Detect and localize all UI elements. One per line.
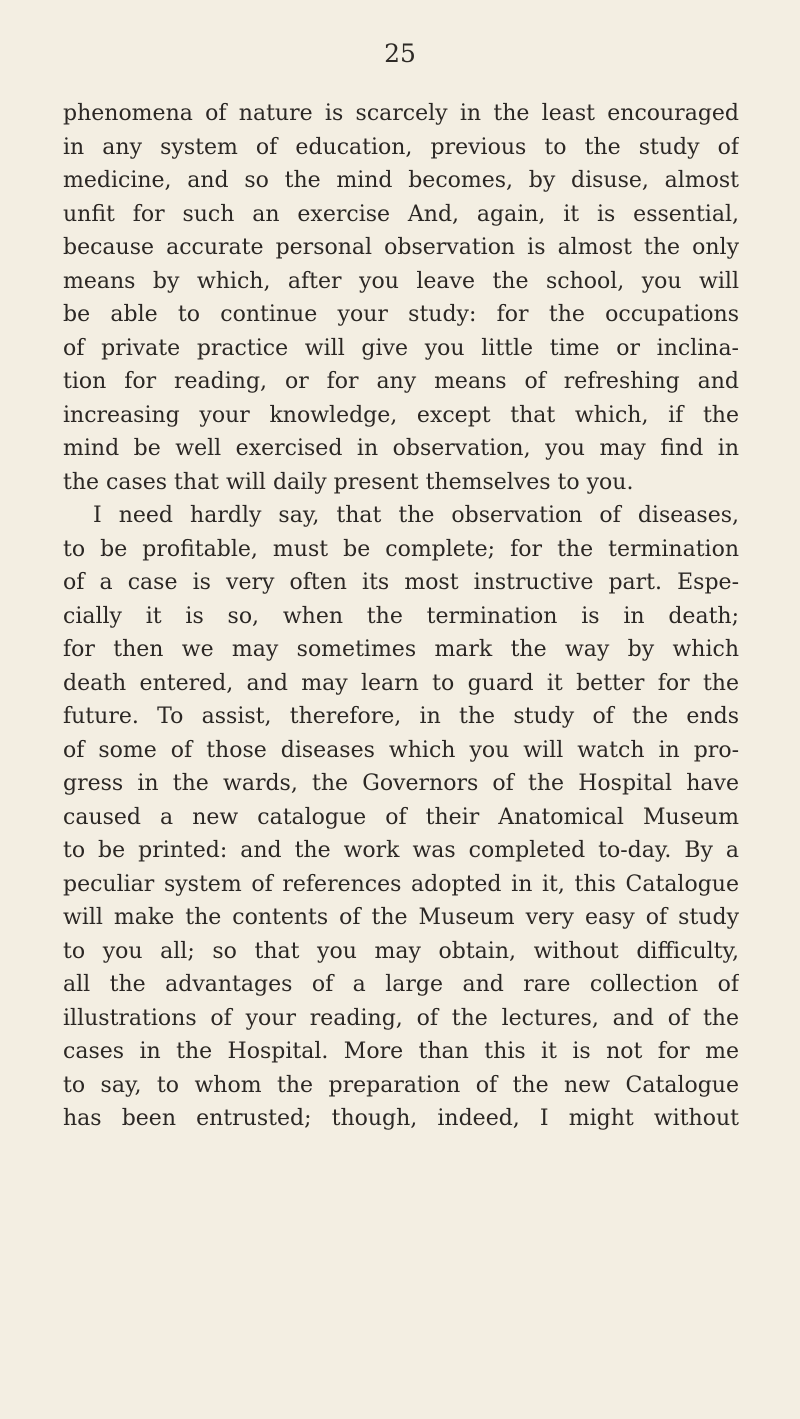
text-line: unfit for such an exercise And, again, it is essential, [63,201,739,227]
text-line: to be profitable, must be complete; for the termination [63,536,739,562]
text-line: caused a new catalogue of their Anatomical Museum [63,804,739,830]
text-line: to say, to whom the preparation of the new Catalogue [63,1072,739,1098]
text-line: cases in the Hospital. More than this it is not for me [63,1039,739,1064]
paragraph-start-line: I need hardly say, that the observation of diseases, [93,503,739,528]
page-number: 25 [384,39,416,68]
text-line: gress in the wards, the Governors of the Hospital have [63,771,739,796]
text-line: will make the contents of the Museum very easy of study [63,905,739,930]
text-line: to you all; so that you may obtain, without difficulty, [63,938,739,964]
text-line: for then we may sometimes mark the way by which [63,637,739,662]
paragraph-end-line: the cases that will daily present themselves to you. [63,469,634,495]
text-line: has been entrusted; though, indeed, I might without [63,1106,739,1131]
text-line: peculiar system of references adopted in it, this Catalogue [63,871,739,897]
text-line: illustrations of your reading, of the lectures, and of the [63,1005,739,1031]
text-line: all the advantages of a large and rare collection of [63,972,739,997]
text-line: of a case is very often its most instructive part. Espe- [63,570,739,595]
text-line: increasing your knowledge, except that which, if the [63,402,739,428]
text-line: mind be well exercised in observation, you may find in [63,436,739,461]
text-line: because accurate personal observation is almost the only [63,235,739,260]
text-line: to be printed: and the work was completed to-day. By a [63,838,739,863]
text-line: phenomena of nature is scarcely in the least encouraged [63,101,739,126]
text-line: of some of those diseases which you will watch in pro- [63,737,739,763]
text-line: be able to continue your study: for the occupations [63,302,739,327]
body-text [63,97,739,1136]
text-line: of private practice will give you little time or inclina- [63,335,739,361]
text-line: future. To assist, therefore, in the study of the ends [63,704,739,729]
text-line: means by which, after you leave the school, you will [63,268,739,294]
text-line: death entered, and may learn to guard it better for the [63,670,739,696]
text-line: tion for reading, or for any means of refreshing and [63,369,739,394]
text-line: cially it is so, when the termination is in death; [63,603,739,629]
text-line: medicine, and so the mind becomes, by disuse, almost [63,168,739,193]
text-line: in any system of education, previous to the study of [63,134,739,160]
